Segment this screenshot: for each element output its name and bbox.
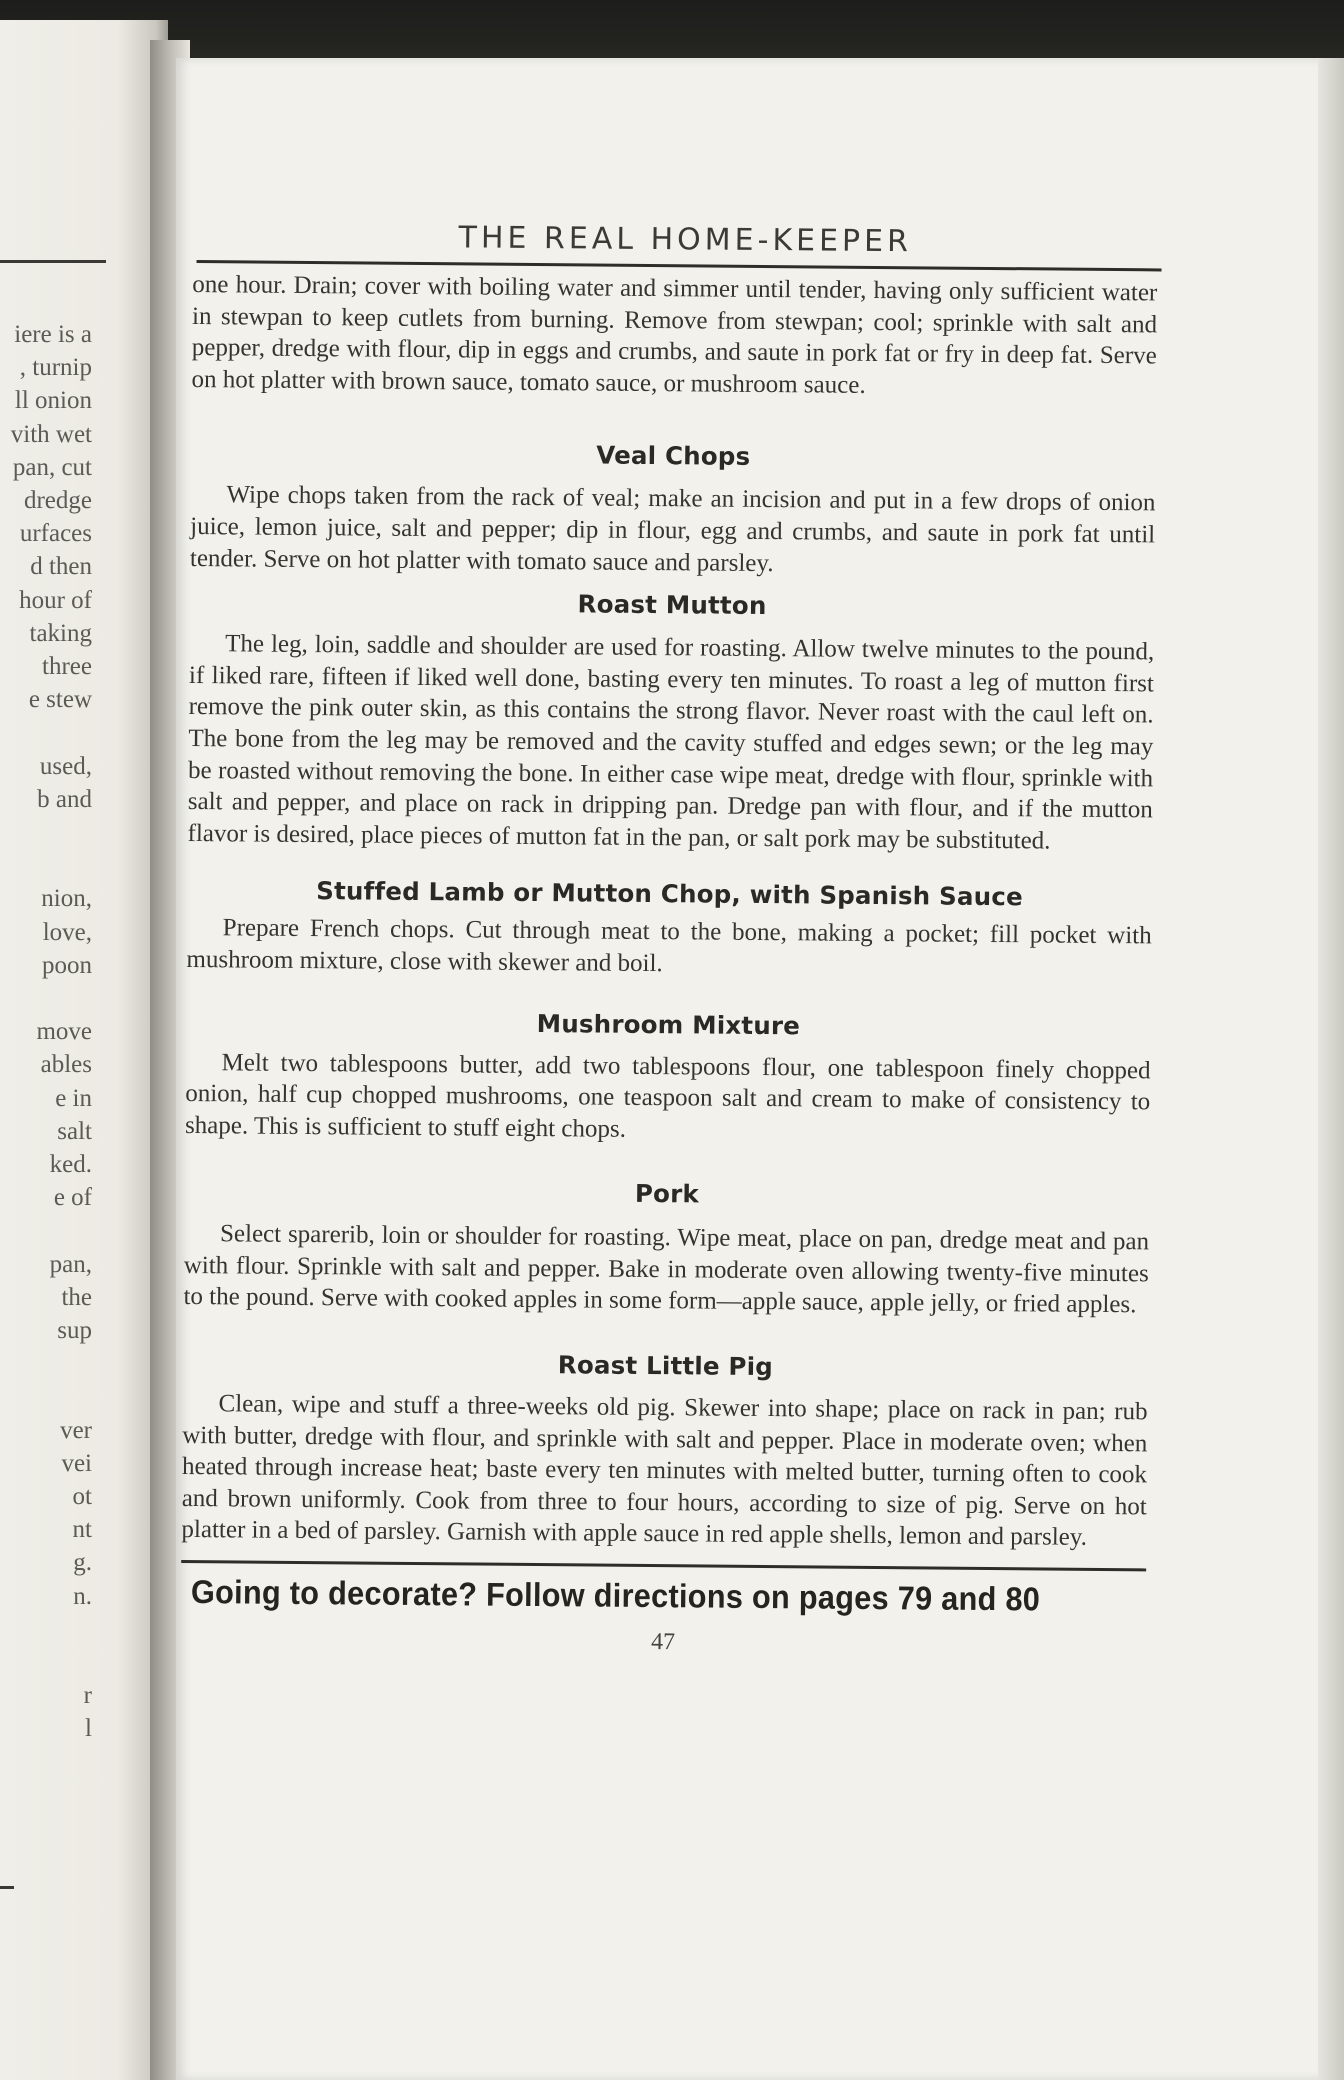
section-title-pork: Pork (634, 1179, 700, 1209)
left-page-line: e stew (28, 686, 92, 714)
section-body-pork: Select sparerib, loin or shoulder for roasting. Wipe meat, place on pan, dredge meat and pan with flour. Sprinkle with salt and pepper. Bake in moderate oven allowing twenty-five minutes to the pound. Serve with cooked apples in some form—apple sauce, apple jelly, or fried apples. (183, 1220, 1150, 1319)
left-page-line: g. (73, 1549, 92, 1577)
page-content (180, 210, 1158, 1660)
section-title-veal-chops: Veal Chops (596, 440, 751, 472)
page-number: 47 (650, 1629, 676, 1656)
footer-rule (181, 1560, 1146, 1571)
left-page-line: pan, (49, 1250, 92, 1278)
left-page-line: nt (72, 1516, 92, 1544)
intro-paragraph: one hour. Drain; cover with boiling water and simmer until tender, having only sufficient water in stewpan to keep cutlets from burning. Remove from stewpan; cool; sprinkle with salt and pepper, dredge with flour, dip in eggs and crumbs, and saute in pork fat or fry in deep fat. Serve on hot platter with brown sauce, tomato sauce, or mushroom sauce. (191, 270, 1158, 399)
left-page-line: b and (37, 785, 92, 813)
left-page-line: l (85, 1715, 92, 1743)
left-page-line: ables (40, 1051, 92, 1079)
left-page-line: vith wet (10, 420, 92, 448)
footer-banner: Going to decorate? Follow directions on pages 79 and 80 (190, 1573, 1041, 1618)
left-page-line: pan, cut (12, 453, 92, 481)
section-body-stuffed-lamb: Prepare French chops. Cut through meat to the bone, making a pocket; fill pocket with mushroom mixture, close with skewer and boil. (186, 914, 1152, 978)
section-title-mushroom-mixture: Mushroom Mixture (536, 1008, 801, 1040)
left-page-line: r (83, 1682, 92, 1710)
left-page-line: ked. (49, 1151, 92, 1178)
left-page-line: dredge (23, 487, 92, 514)
left-page-line: poon (42, 951, 92, 979)
left-page-line: n. (73, 1582, 92, 1610)
left-page-line: move (36, 1018, 92, 1046)
left-page-line: ll onion (14, 387, 92, 415)
left-page-line: vei (61, 1449, 92, 1477)
left-page-rule (0, 260, 106, 263)
left-page-line: nion, (41, 885, 92, 913)
left-page-line: love, (42, 918, 92, 946)
left-page-line: salt (57, 1117, 92, 1145)
left-page-line: , turnip (19, 354, 92, 382)
left-page-line: urfaces (19, 520, 92, 548)
section-body-mushroom-mixture: Melt two tablespoons butter, add two tablespoons flour, one tablespoon finely chopped onion, half cup chopped mushrooms, one teaspoon salt and cream to make of consistency to shape. This is sufficient to stuff eight chops. (184, 1048, 1151, 1143)
left-page-line: d then (30, 553, 92, 581)
section-body-veal-chops: Wipe chops taken from the rack of veal; make an incision and put in a few drops of onion juice, lemon juice, salt and pepper; dip in flour, egg and crumbs, and saute in pork fat until tender. Serve on hot platter with tomato sauce and parsley. (189, 481, 1156, 577)
running-head: THE REAL HOME-KEEPER (458, 220, 913, 260)
left-page-line: iere is a (14, 321, 92, 348)
left-page-line: ot (72, 1483, 92, 1510)
page-edge (1318, 58, 1344, 2080)
left-page-line: e in (55, 1084, 92, 1112)
left-page-line: hour of (19, 586, 92, 614)
left-page-line: ver (60, 1416, 92, 1444)
left-page-bottom-rule (0, 1886, 14, 1889)
section-title-stuffed-lamb: Stuffed Lamb or Mutton Chop, with Spanish Sauce (316, 876, 1023, 912)
left-facing-page (0, 20, 168, 2080)
section-body-roast-little-pig: Clean, wipe and stuff a three-weeks old pig. Skewer into shape; place on rack in pan; rub with butter, dredge with flour, and sprinkle with salt and pepper. Place in moderate oven; when heated through increase heat; baste every ten minutes with melted butter, turning often to cook and brown uniformly. Cook from three to four hours, according to size of pig. Serve on hot platter in a bed of parsley. Garnish with apple sauce in red apple shells, lemon and parsley. (181, 1390, 1148, 1552)
left-page-line: the (61, 1283, 92, 1311)
left-page-line: used, (39, 752, 92, 780)
left-page-line: three (42, 653, 92, 680)
section-title-roast-little-pig: Roast Little Pig (557, 1350, 774, 1382)
section-title-roast-mutton: Roast Mutton (577, 589, 767, 621)
left-page-line: taking (29, 619, 92, 647)
left-page-line: sup (57, 1317, 92, 1344)
section-body-roast-mutton: The leg, loin, saddle and shoulder are used for roasting. Allow twelve minutes to the pound, if liked rare, fifteen if liked well done, basting every ten minutes. To roast a leg of mutton first remove the pink outer skin, as this contains the strong flavor. Never roast with the caul left on. The bone from the leg may be removed and the cavity stuffed and edges sewn; or the leg may be roasted without removing the bone. In either case wipe meat, dredge with flour, sprinkle with salt and pepper, and place on rack in dripping pan. Dredge pan with flour, and if the mutton flavor is desired, place pieces of mutton fat in the pan, or salt pork may be substituted. (187, 630, 1155, 855)
left-page-line: e of (53, 1184, 92, 1212)
